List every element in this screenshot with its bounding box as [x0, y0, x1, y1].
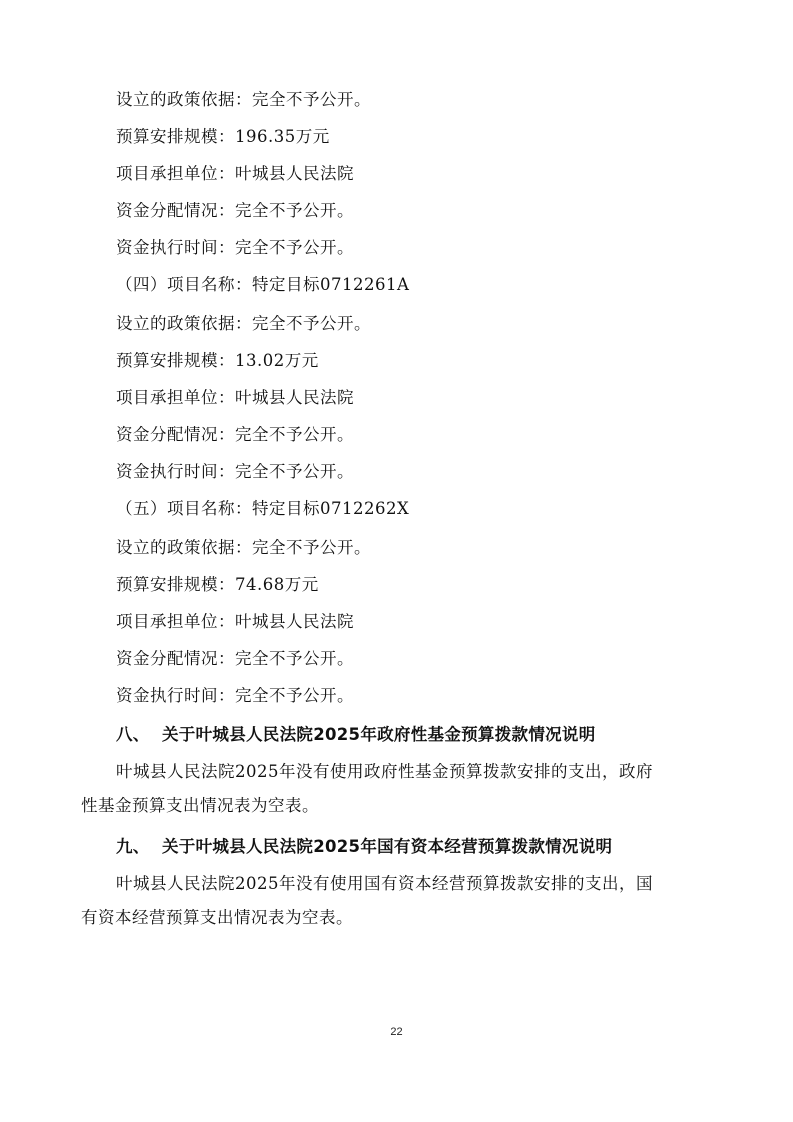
- section-number: 九、: [116, 837, 150, 856]
- section-heading-8: [116, 724, 596, 746]
- section-heading-9: [116, 836, 612, 858]
- undertaking-unit-line: 项目承担单位：叶城县人民法院: [116, 388, 354, 407]
- budget-scale-line: 预算安排规模：196.35万元: [116, 127, 330, 146]
- section-9-paragraph: [81, 873, 706, 929]
- project-name-line: （四）项目名称：特定目标0712261A: [116, 275, 410, 294]
- undertaking-unit-line: 项目承担单位：叶城县人民法院: [116, 164, 354, 183]
- undertaking-unit-line: 项目承担单位：叶城县人民法院: [116, 612, 354, 631]
- policy-basis-line: 设立的政策依据：完全不予公开。: [116, 90, 371, 109]
- policy-basis-line: 设立的政策依据：完全不予公开。: [116, 538, 371, 557]
- paragraph-line-2: 有资本经营预算支出情况表为空表。: [81, 908, 353, 927]
- fund-allocation-line: 资金分配情况：完全不予公开。: [116, 649, 354, 668]
- budget-scale-line: 预算安排规模：13.02万元: [116, 351, 319, 370]
- execution-time-line: 资金执行时间：完全不予公开。: [116, 238, 354, 257]
- section-8-paragraph: [81, 761, 706, 817]
- execution-time-line: 资金执行时间：完全不予公开。: [116, 686, 354, 705]
- execution-time-line: 资金执行时间：完全不予公开。: [116, 462, 354, 481]
- page-number: 22: [390, 1026, 403, 1038]
- paragraph-line-1: 叶城县人民法院2025年没有使用国有资本经营预算拨款安排的支出，国: [116, 874, 653, 893]
- section-number: 八、: [116, 725, 150, 744]
- section-title: 关于叶城县人民法院2025年国有资本经营预算拨款情况说明: [162, 837, 613, 856]
- fund-allocation-line: 资金分配情况：完全不予公开。: [116, 425, 354, 444]
- policy-basis-line: 设立的政策依据：完全不予公开。: [116, 314, 371, 333]
- section-title: 关于叶城县人民法院2025年政府性基金预算拨款情况说明: [162, 725, 596, 744]
- budget-scale-line: 预算安排规模：74.68万元: [116, 575, 319, 594]
- paragraph-line-2: 性基金预算支出情况表为空表。: [81, 796, 319, 815]
- fund-allocation-line: 资金分配情况：完全不予公开。: [116, 201, 354, 220]
- paragraph-line-1: 叶城县人民法院2025年没有使用政府性基金预算拨款安排的支出，政府: [116, 762, 653, 781]
- project-name-line: （五）项目名称：特定目标0712262X: [116, 499, 410, 518]
